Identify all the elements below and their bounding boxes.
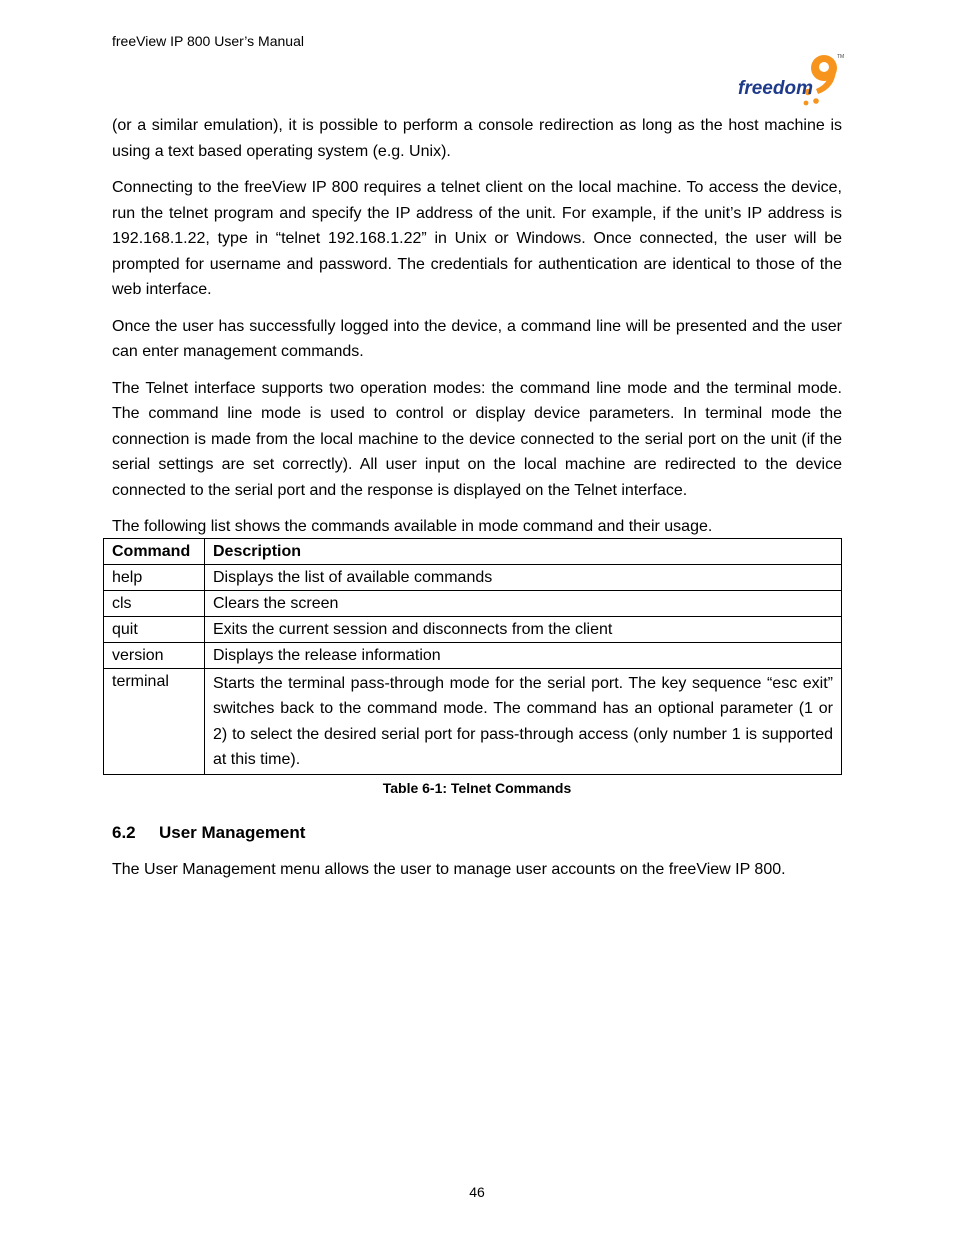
- running-header: freeView IP 800 User’s Manual: [112, 33, 304, 49]
- page-number: 46: [469, 1184, 485, 1200]
- paragraph: Once the user has successfully logged into the device, a command line will be presented and the user can enter management commands.: [112, 317, 842, 360]
- logo-wordmark: freedom: [738, 78, 813, 99]
- paragraph: The following list shows the commands available in mode command and their usage.: [112, 518, 713, 535]
- page-content: [112, 113, 842, 893]
- table-row: [104, 668, 842, 774]
- column-header-description: Description: [205, 538, 842, 564]
- command-cell: help: [104, 564, 205, 590]
- description-cell: Displays the release information: [205, 642, 842, 668]
- section-heading: [112, 823, 842, 843]
- table-row: [104, 642, 842, 668]
- table-row: [104, 616, 842, 642]
- description-cell: Clears the screen: [205, 590, 842, 616]
- description-cell: Exits the current session and disconnects from the client: [205, 616, 842, 642]
- column-header-command: Command: [104, 538, 205, 564]
- command-cell: terminal: [104, 668, 205, 774]
- command-cell: quit: [104, 616, 205, 642]
- table-row: [104, 564, 842, 590]
- freedom9-logo: [736, 48, 848, 110]
- logo-nine-digit: [811, 55, 837, 94]
- paragraph: (or a similar emulation), it is possible to perform a console redirection as long as the host machine is using a text based operating system (e.g. Unix).: [112, 117, 842, 160]
- logo-trademark: TM: [837, 54, 845, 60]
- telnet-commands-table: [103, 538, 842, 775]
- description-cell: Starts the terminal pass-through mode for the serial port. The key sequence “esc exit” switches back to the command mode. The command has an optional parameter (1 or 2) to select the desired serial port for pass-through access (only number 1 is supported at this time).: [205, 668, 842, 774]
- table-caption: Table 6-1: Telnet Commands: [382, 779, 572, 796]
- description-cell: Displays the list of available commands: [205, 564, 842, 590]
- paragraph: Connecting to the freeView IP 800 requires a telnet client on the local machine. To access the device, run the telnet program and specify the IP address of the unit. For example, if the unit’s IP address is 192.168.1.22, type in “telnet 192.168.1.22” in Unix or Windows. Once connected, the user will be prompted for username and password. The credentials for authentication are identical to those of the web interface.: [112, 179, 842, 298]
- logo-dot: [813, 98, 819, 104]
- section-title: User Management: [159, 822, 306, 842]
- command-cell: cls: [104, 590, 205, 616]
- logo-dot: [804, 101, 809, 106]
- section-number: 6.2: [112, 822, 136, 842]
- paragraph: The Telnet interface supports two operation modes: the command line mode and the terminal mode. The command line mode is used to control or display device parameters. In terminal mode the connection is made from the local machine to the device connected to the serial port on the unit (if the serial settings are set correctly). All user input on the local machine are redirected to the device connected to the serial port and the response is displayed on the Telnet interface.: [112, 379, 842, 499]
- command-cell: version: [104, 642, 205, 668]
- table-row: [104, 590, 842, 616]
- table-header-row: [104, 538, 842, 564]
- section-paragraph: The User Management menu allows the user to manage user accounts on the freeView IP 800.: [112, 860, 786, 878]
